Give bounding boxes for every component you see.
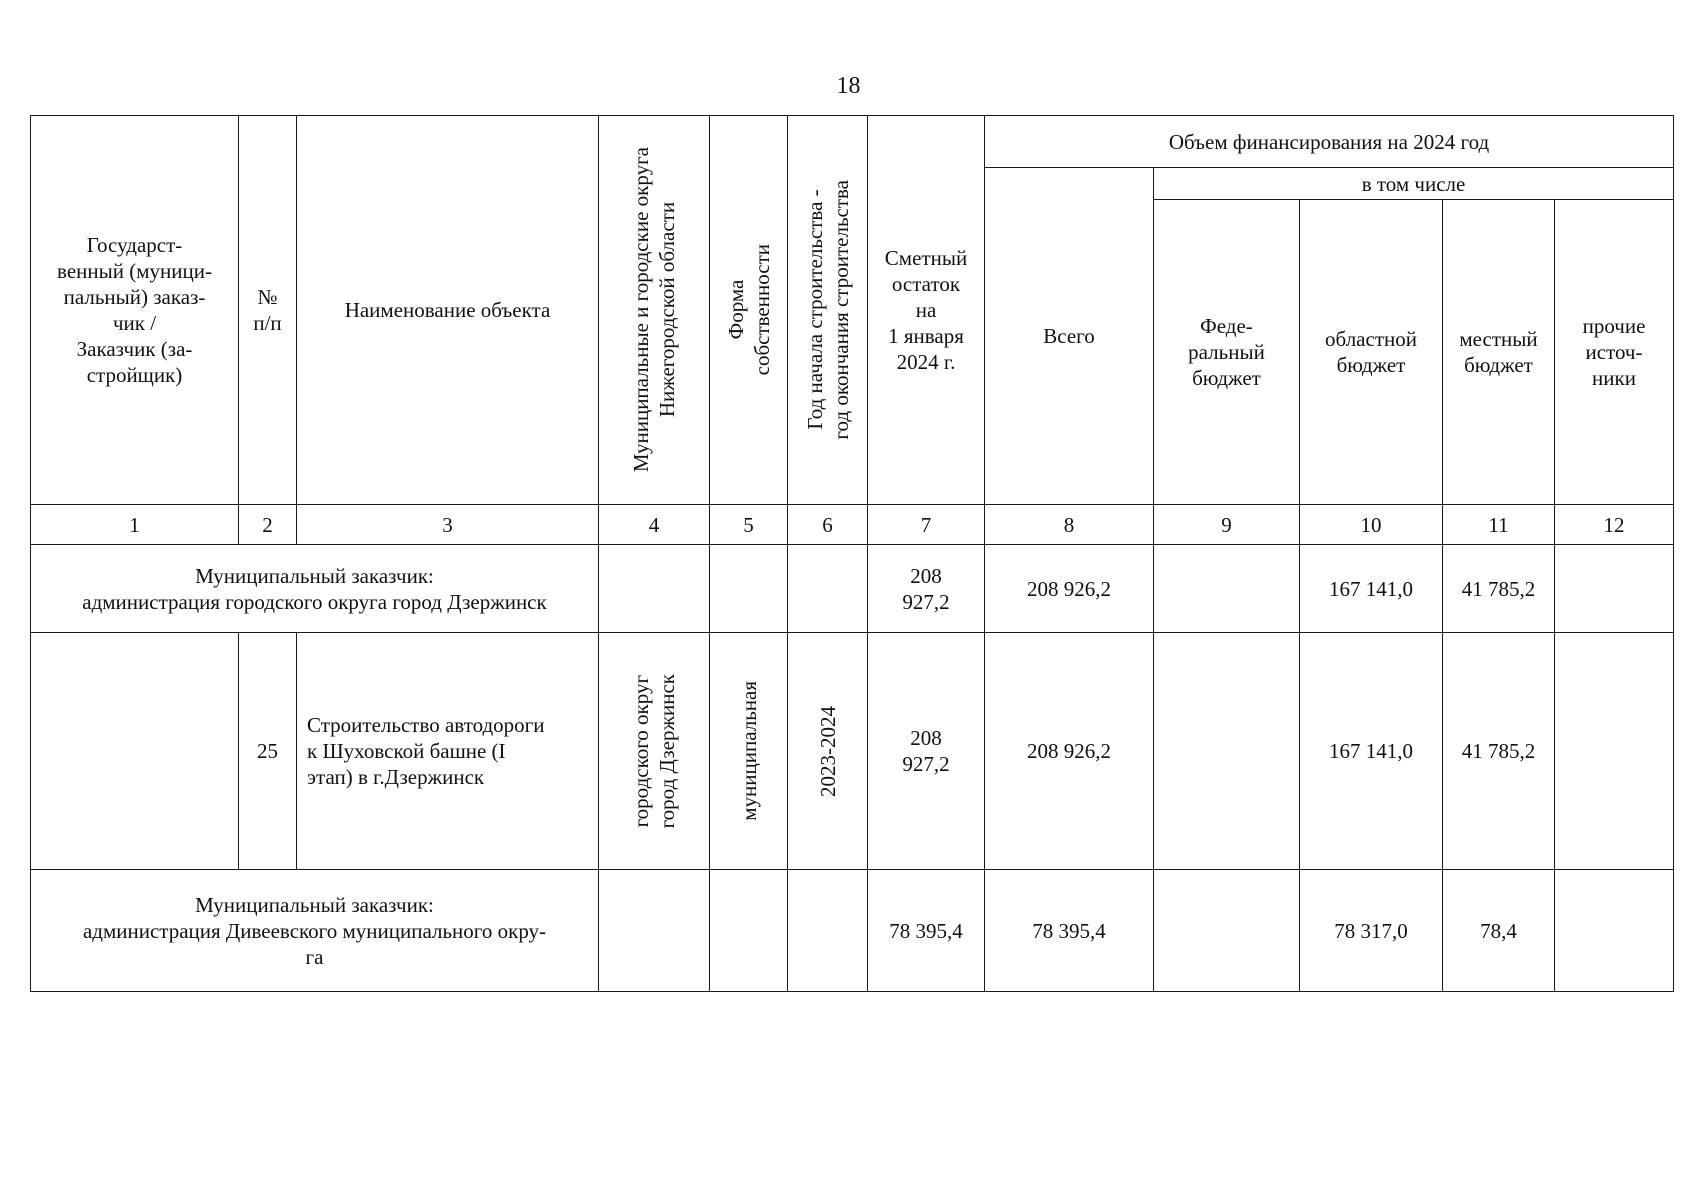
header-customer: Государст- венный (муници- пальный) заказ- чик / Заказчик (за- стройщик) — [31, 116, 239, 505]
group-district — [599, 545, 710, 633]
page-number: 18 — [836, 73, 861, 99]
item-regional: 167 141,0 — [1300, 633, 1443, 870]
header-total: Всего — [985, 168, 1154, 505]
group2-district — [599, 870, 710, 992]
col-num-10: 10 — [1300, 505, 1443, 545]
header-local: местный бюджет — [1443, 200, 1555, 505]
item-district — [599, 633, 710, 870]
col-num-8: 8 — [985, 505, 1154, 545]
header-ownership-text: Форма собственности — [723, 244, 774, 376]
group2-ownership — [710, 870, 788, 992]
header-other: прочие источ- ники — [1555, 200, 1674, 505]
item-num: 25 — [239, 633, 297, 870]
header-funding-group: Объем финансирования на 2024 год — [985, 116, 1674, 168]
group-ownership — [710, 545, 788, 633]
col-num-3: 3 — [297, 505, 599, 545]
group-federal — [1154, 545, 1300, 633]
item-local: 41 785,2 — [1443, 633, 1555, 870]
item-ownership-text: муниципальная — [736, 681, 761, 821]
group-estimate: 208 927,2 — [868, 545, 985, 633]
col-num-7: 7 — [868, 505, 985, 545]
item-years — [788, 633, 868, 870]
item-ownership — [710, 633, 788, 870]
group-local: 41 785,2 — [1443, 545, 1555, 633]
header-districts-text: Муниципальные и городские округа Нижегородской области — [629, 147, 679, 473]
col-num-5: 5 — [710, 505, 788, 545]
item-federal — [1154, 633, 1300, 870]
group2-total: 78 395,4 — [985, 870, 1154, 992]
header-federal: Феде- ральный бюджет — [1154, 200, 1300, 505]
col-num-9: 9 — [1154, 505, 1300, 545]
col-num-4: 4 — [599, 505, 710, 545]
header-years — [788, 116, 868, 505]
col-num-11: 11 — [1443, 505, 1555, 545]
col-num-6: 6 — [788, 505, 868, 545]
header-estimate: Сметный остаток на 1 января 2024 г. — [868, 116, 985, 505]
group-other — [1555, 545, 1674, 633]
col-num-1: 1 — [31, 505, 239, 545]
group2-regional: 78 317,0 — [1300, 870, 1443, 992]
item-object-name: Строительство автодороги к Шуховской башне (I этап) в г.Дзержинск — [297, 633, 599, 870]
col-num-2: 2 — [239, 505, 297, 545]
header-districts — [599, 116, 710, 505]
header-object-name: Наименование объекта — [297, 116, 599, 505]
item-other — [1555, 633, 1674, 870]
header-ownership — [710, 116, 788, 505]
group-regional: 167 141,0 — [1300, 545, 1443, 633]
group2-customer: Муниципальный заказчик: администрация Дивеевского муниципального окру- га — [31, 870, 599, 992]
group2-federal — [1154, 870, 1300, 992]
header-including: в том числе — [1154, 168, 1674, 200]
item-estimate: 208 927,2 — [868, 633, 985, 870]
group2-estimate: 78 395,4 — [868, 870, 985, 992]
group2-years — [788, 870, 868, 992]
group2-local: 78,4 — [1443, 870, 1555, 992]
item-years-text: 2023-2024 — [815, 705, 840, 797]
item-customer — [31, 633, 239, 870]
table-row-item-25 — [31, 633, 1674, 870]
group-customer: Муниципальный заказчик: администрация городского округа город Дзержинск — [31, 545, 599, 633]
item-district-text: городского округ город Дзержинск — [629, 673, 679, 829]
col-num-12: 12 — [1555, 505, 1674, 545]
group-years — [788, 545, 868, 633]
header-num: № п/п — [239, 116, 297, 505]
header-regional: областной бюджет — [1300, 200, 1443, 505]
header-years-text: Год начала строительства - год окончания строительства — [802, 180, 853, 440]
financing-table — [30, 115, 1674, 992]
table-row-group-diveevo — [31, 870, 1674, 992]
group-total: 208 926,2 — [985, 545, 1154, 633]
item-total: 208 926,2 — [985, 633, 1154, 870]
column-number-row — [31, 505, 1674, 545]
table-row-group-dzerzhinsk — [31, 545, 1674, 633]
group2-other — [1555, 870, 1674, 992]
